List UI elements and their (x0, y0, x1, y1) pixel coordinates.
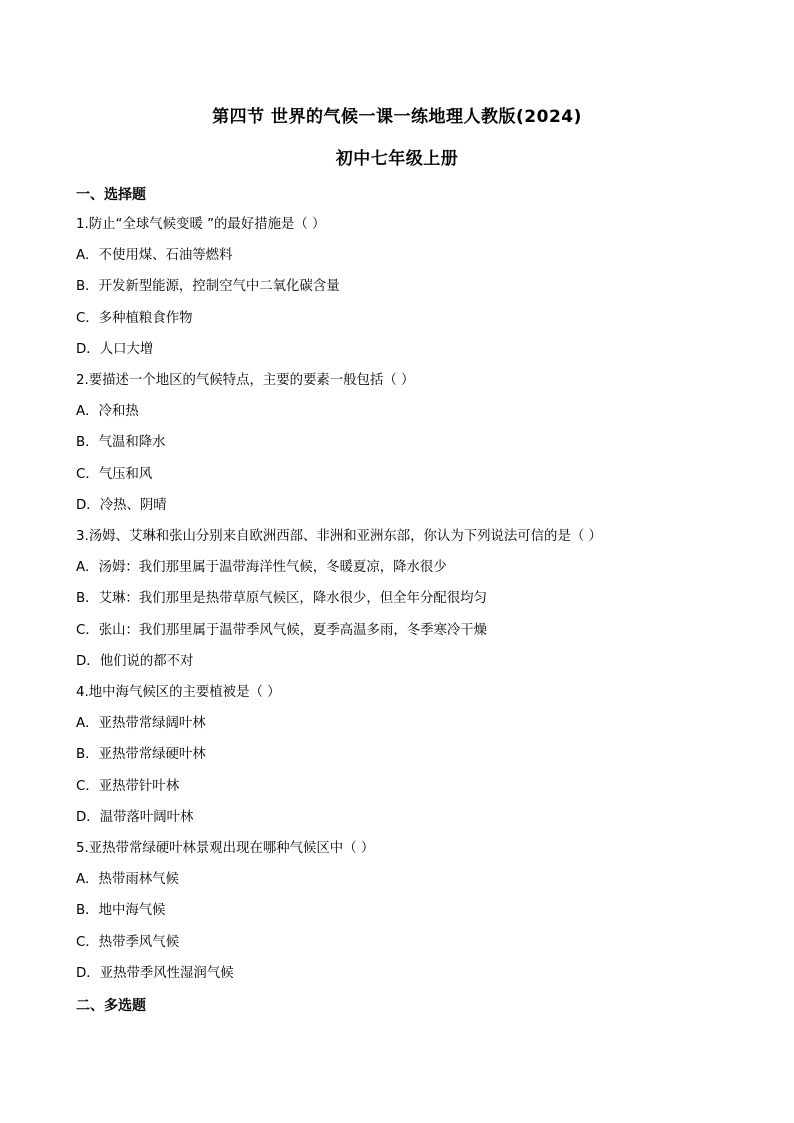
question-5-option-a: A．热带雨林气候 (76, 872, 179, 887)
question-1-option-c: C．多种植粮食作物 (76, 311, 193, 326)
document-subtitle: 初中七年级上册 (335, 149, 459, 169)
question-3-option-d: D．他们说的都不对 (76, 654, 194, 669)
section-heading-choice: 一、选择题 (76, 187, 146, 203)
question-2-option-c: C．气压和风 (76, 467, 153, 482)
question-4-option-c: C．亚热带针叶林 (76, 779, 180, 794)
question-5-option-b: B．地中海气候 (76, 903, 166, 918)
question-1-option-b: B．开发新型能源，控制空气中二氧化碳含量 (76, 279, 340, 294)
question-2-option-d: D．冷热、阴晴 (76, 498, 167, 513)
question-4-option-b: B．亚热带常绿硬叶林 (76, 747, 206, 762)
question-3-stem: 3.汤姆、艾琳和张山分别来自欧洲西部、非洲和亚洲东部，你认为下列说法可信的是（ ） (76, 529, 602, 544)
question-4-option-a: A．亚热带常绿阔叶林 (76, 716, 206, 731)
question-4-stem: 4.地中海气候区的主要植被是（ ） (76, 685, 281, 700)
question-2-option-a: A．冷和热 (76, 404, 139, 419)
question-5-option-c: C．热带季风气候 (76, 935, 180, 950)
question-2-stem: 2.要描述一个地区的气候特点，主要的要素一般包括（ ） (76, 373, 415, 388)
question-5-option-d: D．亚热带季风性湿润气候 (76, 966, 234, 981)
question-1-option-d: D．人口大增 (76, 342, 154, 357)
question-1-option-a: A．不使用煤、石油等燃料 (76, 248, 233, 263)
question-2-option-b: B．气温和降水 (76, 435, 166, 450)
question-3-option-a: A．汤姆：我们那里属于温带海洋性气候，冬暖夏凉，降水很少 (76, 560, 447, 575)
question-3-option-b: B．艾琳：我们那里是热带草原气候区，降水很少，但全年分配很均匀 (76, 591, 487, 606)
question-5-stem: 5.亚热带常绿硬叶林景观出现在哪种气候区中（ ） (76, 841, 375, 856)
section-heading-multiple-choice: 二、多选题 (76, 998, 146, 1014)
question-1-stem: 1.防止“全球气候变暖 ”的最好措施是（ ） (76, 217, 326, 232)
question-3-option-c: C．张山：我们那里属于温带季风气候，夏季高温多雨，冬季寒冷干燥 (76, 623, 488, 638)
question-4-option-d: D．温带落叶阔叶林 (76, 810, 194, 825)
document-title: 第四节 世界的气候一课一练地理人教版(2024) (212, 107, 582, 127)
